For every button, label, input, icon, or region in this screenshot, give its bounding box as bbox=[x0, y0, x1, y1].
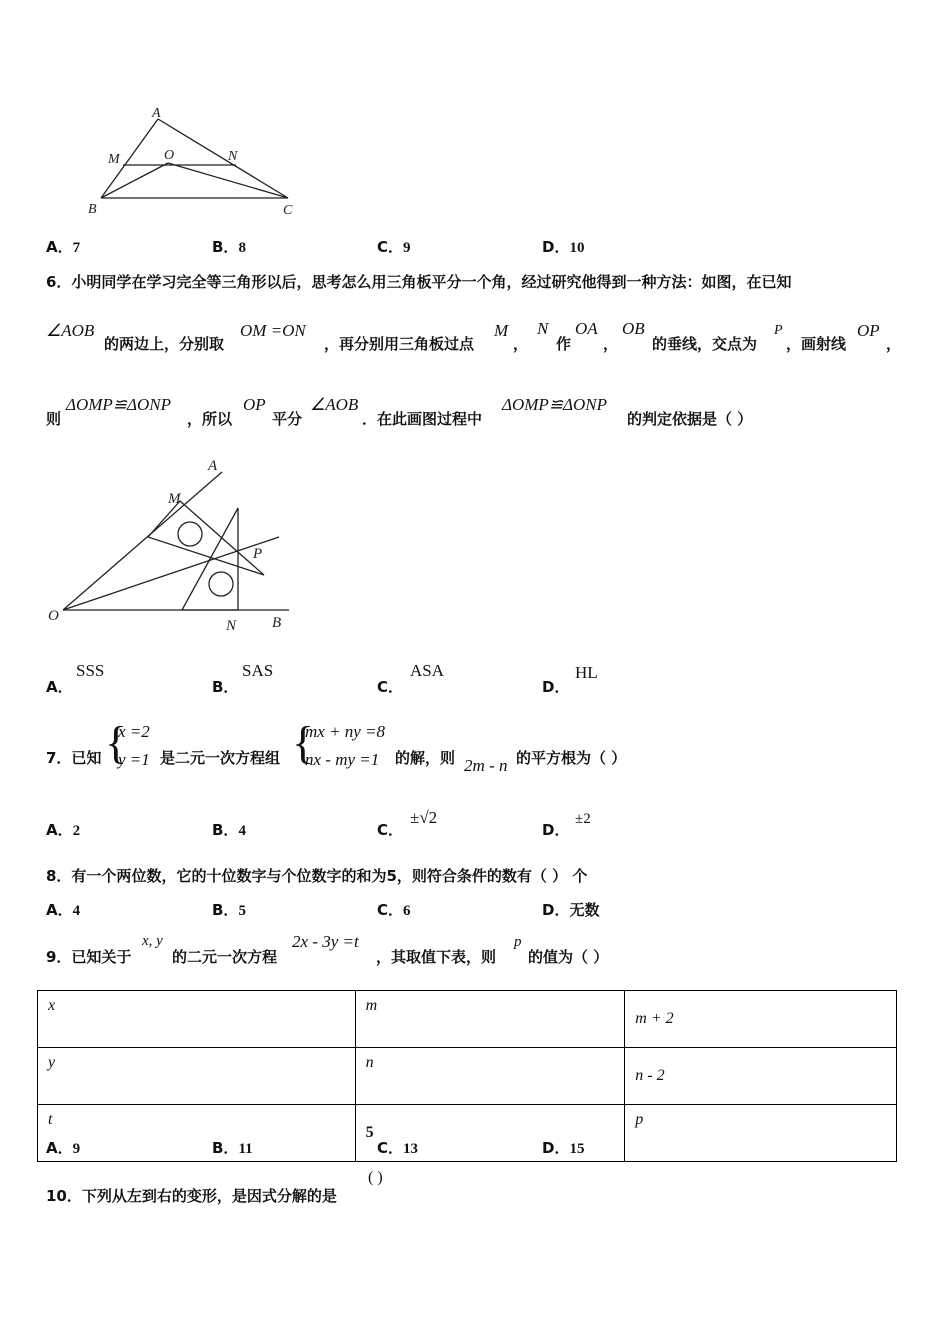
q7-option-d[interactable]: D． bbox=[542, 821, 570, 839]
q6-math-op: OP bbox=[243, 395, 266, 414]
q6-option-c[interactable]: C． bbox=[377, 678, 404, 696]
label-b: B bbox=[88, 202, 97, 217]
q9-equation: 2x - 3y =t bbox=[292, 932, 359, 951]
q7-prefix: 7．已知 bbox=[46, 749, 102, 767]
q6-text: 的判定依据是（ ） bbox=[627, 410, 753, 428]
q6-text: 则 bbox=[46, 410, 62, 428]
q6-text: 作 bbox=[556, 335, 572, 353]
q8-option-c[interactable]: C．6 bbox=[377, 901, 411, 919]
q8-option-d[interactable]: D．无数 bbox=[542, 901, 600, 919]
q6-math-om-on: OM =ON bbox=[240, 321, 306, 340]
triangle-figure bbox=[80, 100, 310, 225]
q7-brace-1: { bbox=[105, 717, 128, 768]
q6-angle-aob: ∠AOB bbox=[46, 321, 95, 340]
label-b: B bbox=[272, 615, 282, 631]
q6-math-m: M bbox=[494, 321, 509, 340]
label-n: N bbox=[228, 149, 238, 164]
label-m: M bbox=[168, 491, 181, 507]
angle-bisector-figure bbox=[40, 452, 300, 640]
table-cell: t bbox=[38, 1105, 356, 1162]
q7-brace-2: { bbox=[292, 717, 315, 768]
q6-option-d[interactable]: D． bbox=[542, 678, 570, 696]
q5-option-a[interactable]: A．7 bbox=[46, 238, 81, 256]
q6-math-op: OP bbox=[857, 321, 880, 340]
q7-option-b[interactable]: B．4 bbox=[212, 821, 246, 839]
q9-math-xy: x, y bbox=[142, 933, 163, 949]
q9-text: 的二元一次方程 bbox=[172, 948, 278, 966]
q9-text: 的值为（ ） bbox=[528, 948, 609, 966]
q7-option-c-value: ±√2 bbox=[410, 808, 438, 827]
q6-math-n: N bbox=[537, 319, 549, 338]
q6-option-d-value: HL bbox=[575, 663, 598, 682]
q6-math-oa: OA bbox=[575, 319, 598, 338]
label-m: M bbox=[108, 152, 120, 167]
table-cell: n bbox=[355, 1048, 625, 1105]
q7-text: 是二元一次方程组 bbox=[160, 749, 281, 767]
q9-value-table bbox=[37, 990, 897, 1162]
q7-option-d-value: ±2 bbox=[575, 811, 591, 827]
q9-option-b[interactable]: B．11 bbox=[212, 1139, 253, 1157]
q9-math-p: p bbox=[514, 934, 522, 950]
q6-text: ，所以 bbox=[187, 410, 233, 428]
label-o: O bbox=[164, 148, 175, 163]
q6-math-p: P bbox=[774, 323, 783, 338]
table-row bbox=[38, 991, 897, 1048]
label-a: A bbox=[152, 106, 161, 121]
table-cell: m bbox=[355, 991, 625, 1048]
q10-answer-paren: ( ) bbox=[368, 1169, 383, 1186]
q7-system1-eq2: y =1 bbox=[118, 750, 150, 769]
q6-text: ， bbox=[886, 335, 902, 353]
q7-system2-eq2: nx - my =1 bbox=[305, 750, 380, 769]
q8-option-b[interactable]: B．5 bbox=[212, 901, 246, 919]
q5-option-d[interactable]: D．10 bbox=[542, 238, 585, 256]
label-a: A bbox=[208, 458, 218, 474]
label-p: P bbox=[253, 546, 263, 562]
q6-text: ，画射线 bbox=[786, 335, 847, 353]
q8-text: 8．有一个两位数，它的十位数字与个位数字的和为5，则符合条件的数有（ ） 个 bbox=[46, 867, 588, 885]
table-cell: n - 2 bbox=[625, 1048, 897, 1105]
q7-option-a[interactable]: A．2 bbox=[46, 821, 81, 839]
q6-text: ， bbox=[603, 335, 619, 353]
q6-text: 平分 bbox=[272, 410, 303, 428]
q7-system1-eq1: x =2 bbox=[118, 722, 150, 741]
q7-system2-eq1: mx + ny =8 bbox=[305, 722, 386, 741]
q6-text: ， bbox=[513, 335, 529, 353]
q6-option-b-value: SAS bbox=[242, 661, 274, 680]
q6-option-a[interactable]: A． bbox=[46, 678, 73, 696]
q9-option-d[interactable]: D．15 bbox=[542, 1139, 585, 1157]
q6-text: ，再分别用三角板过点 bbox=[324, 335, 475, 353]
q6-text: 的垂线，交点为 bbox=[652, 335, 758, 353]
q7-expression: 2m - n bbox=[464, 756, 508, 775]
q8-option-a[interactable]: A．4 bbox=[46, 901, 81, 919]
label-n: N bbox=[226, 618, 237, 634]
q7-option-c[interactable]: C． bbox=[377, 821, 404, 839]
q6-option-c-value: ASA bbox=[410, 661, 445, 680]
q6-option-b[interactable]: B． bbox=[212, 678, 239, 696]
table-cell: y bbox=[38, 1048, 356, 1105]
q5-option-c[interactable]: C．9 bbox=[377, 238, 411, 256]
table-cell: x bbox=[38, 991, 356, 1048]
label-c: C bbox=[283, 203, 293, 218]
q6-text: 的两边上，分别取 bbox=[104, 335, 225, 353]
q10-text: 10．下列从左到右的变形，是因式分解的是 bbox=[46, 1187, 337, 1205]
q6-line1: 6．小明同学在学习完全等三角形以后，思考怎么用三角板平分一个角，经过研究他得到一种方法：如图，在已知 bbox=[46, 273, 792, 291]
q7-text: 的平方根为（ ） bbox=[516, 749, 627, 767]
q6-angle-aob: ∠AOB bbox=[310, 395, 359, 414]
q6-math-ob: OB bbox=[622, 319, 645, 338]
q6-congruence-2: ΔOMP≌ΔONP bbox=[502, 395, 608, 414]
table-cell: m + 2 bbox=[625, 991, 897, 1048]
label-o: O bbox=[48, 608, 59, 624]
q5-option-b[interactable]: B．8 bbox=[212, 238, 246, 256]
q9-text: ，其取值下表，则 bbox=[376, 948, 497, 966]
table-cell: p bbox=[625, 1105, 897, 1162]
q6-option-a-value: SSS bbox=[76, 661, 105, 680]
q9-text: 9．已知关于 bbox=[46, 948, 132, 966]
q6-congruence-1: ΔOMP≌ΔONP bbox=[66, 395, 172, 414]
q6-text: ．在此画图过程中 bbox=[362, 410, 483, 428]
table-cell: 5 bbox=[355, 1105, 625, 1162]
table-row bbox=[38, 1048, 897, 1105]
q9-option-a[interactable]: A．9 bbox=[46, 1139, 81, 1157]
q9-option-c[interactable]: C．13 bbox=[377, 1139, 419, 1157]
table-row bbox=[38, 1105, 897, 1162]
q7-text: 的解，则 bbox=[395, 749, 456, 767]
